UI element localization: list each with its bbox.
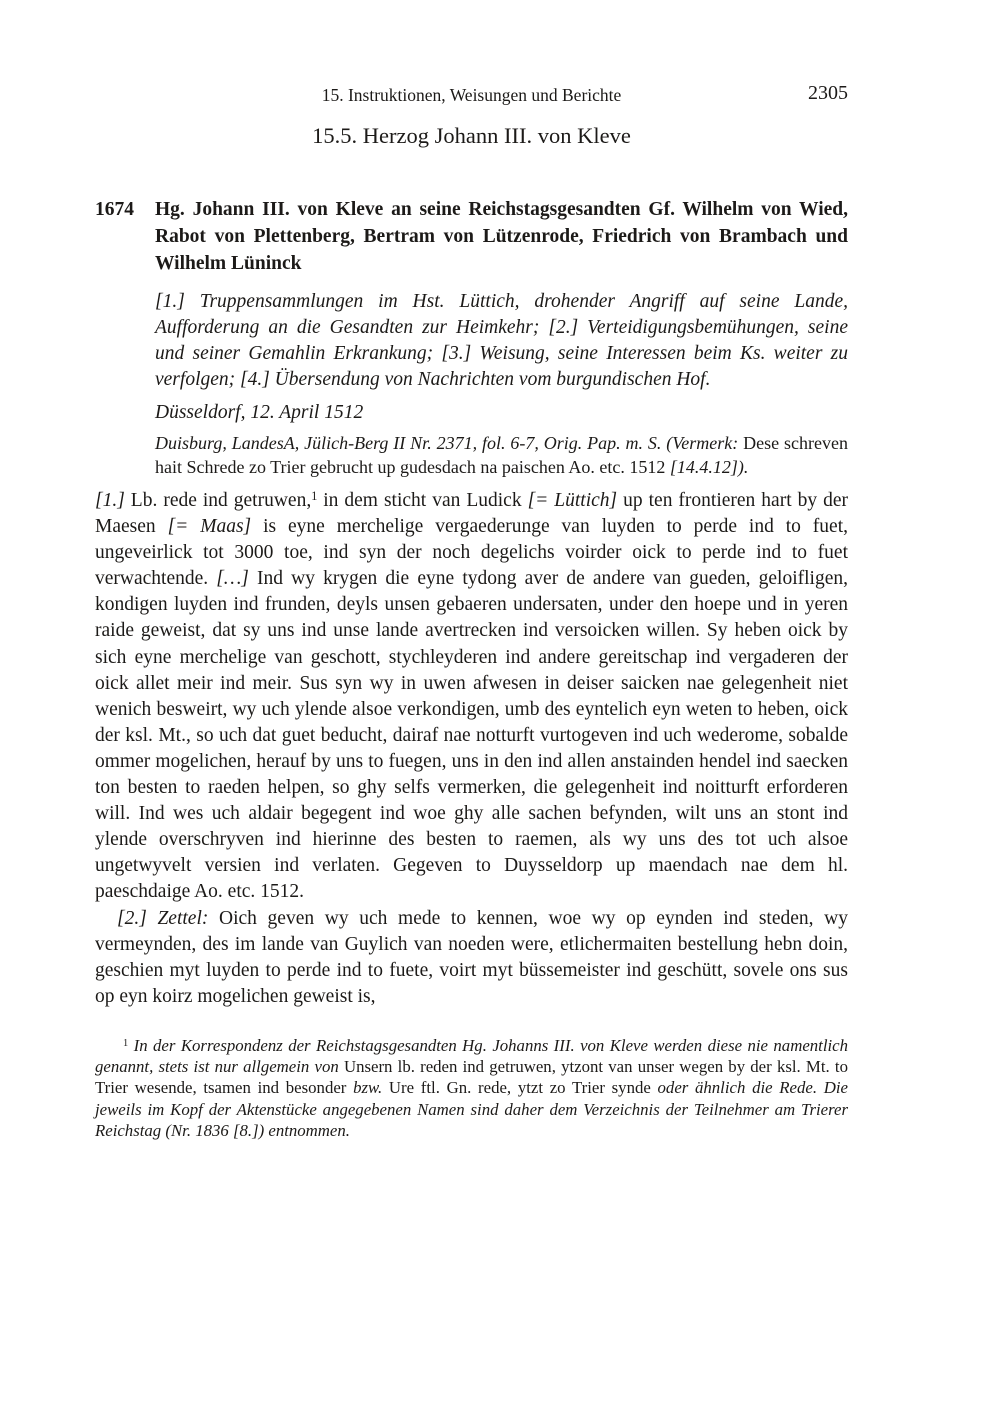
page-number: 2305: [808, 82, 848, 104]
section-title: 15.5. Herzog Johann III. von Kleve: [312, 123, 631, 148]
document-number: 1674: [95, 199, 134, 220]
body-paragraph-1: [1.] Lb. rede ind getruwen,$^1$ in dem sticht van Ludick [= Lüttich] up ten frontieren hart by der Maesen [= Maas] is eyne merchelige vergaederunge van luyden to perde ind to fuet, ungeveirlick tot 3000 toe, ind syn der noch degelichs voirder oick to perde ind to fuet verwachtende. […] Ind wy krygen die eyne tydong aver de andere van gueden, geloifligen, kondigen luyden ind frunden, deyls unsen gebaeren undersaten, under den hoepe und in yeren raide geweist, dat sy uns ind unse lande avertrecken ind versoicken willen. Sy heben oick by sich eyne merchelige van geschott, stychleyderen ind andere gereitschap ind vergaderen der oick allet meir ind meir. Sus syn wy in uwen afwesen in deiser saicken nae gelegenheit niet wenich besweirt, wy uch ylende alsoe verkondigen, umb des eyntelich eyn weten to heben, oick der ksl. Mt., so uch dat guet beducht, dairaf nae notturft vurtogeven ind uch wederome, sobalde ommer mogelichen, herauf by uns to fuegen, uns in den ind allen anstainden hendel ind saecken ton besten to raeden helpen, so ghy selfs vermerken, die gelegenheit ind noitturft erforderen will. Ind wes uch aldair begegent ind woe ghy alle sachen befynden, wilt uns an stont ind ylende overschryven ind hierinne des besten to raemen, als wy uns des tot uch alsoe ungetwyvelt versien ind verlaten. Gegeven to Duysseldorp up maendach nae dem hl. paeschdaige Ao. etc. 1512.: [95, 488, 848, 903]
body-paragraph-2: [2.] Zettel: Oich geven wy uch mede to kennen, woe wy op eynden ind steden, wy vermeynden, des im lande van Guylich van noeden were, etlichermaiten bestellung hebn doin, geschien myt luyden to perde ind to fuete, voirt myt büssemeister ind geschütt, sovele ons sus op eyn koirz mogelichen geweist is,: [95, 907, 848, 1007]
document-title: Hg. Johann III. von Kleve an seine Reichstagsgesandten Gf. Wilhelm von Wied, Rabot von Plettenberg, Bertram von Lützenrode, Friedrich von Brambach und Wilhelm Lüninck: [155, 199, 848, 274]
document-dateline: Düsseldorf, 12. April 1512: [155, 402, 364, 423]
document-heading: [95, 196, 848, 277]
running-header-title: 15. Instruktionen, Weisungen und Berichte: [321, 85, 622, 105]
document-summary: [1.] Truppensammlungen im Hst. Lüttich, drohender Angriff auf seine Lande, Aufforderung an die Gesandten zur Heimkehr; [2.] Verteidigungsbemühungen, seine und seiner Gemahlin Erkrankung; [3.] Weisung, seine Interessen beim Ks. weiter zu verfolgen; [4.] Übersendung von Nachrichten vom burgundischen Hof.: [155, 291, 848, 390]
archive-reference: Duisburg, LandesA, Jülich-Berg II Nr. 2371, fol. 6-7, Orig. Pap. m. S. (Vermerk: Dese schreven hait Schrede zo Trier gebrucht up gudesdach na paischen Ao. etc. 1512 [14.4.12]).: [155, 433, 848, 477]
running-header: [95, 84, 848, 106]
footnote-1: $^1$ In der Korrespondenz der Reichstagsgesandten Hg. Johanns III. von Kleve werden diese nie namentlich genannt, stets ist nur allgemein von Unsern lb. reden ind getruwen, ytzont van unser wegen by der ksl. Mt. to Trier wesende, tsamen ind besonder bzw. Ure ftl. Gn. rede, ytzt zo Trier synde oder ähnlich die Rede. Die jeweils im Kopf der Aktenstücke angegebenen Namen sind daher dem Verzeichnis der Teilnehmer am Trierer Reichstag (Nr. 1836 [8.]) entnommen.: [95, 1035, 848, 1141]
